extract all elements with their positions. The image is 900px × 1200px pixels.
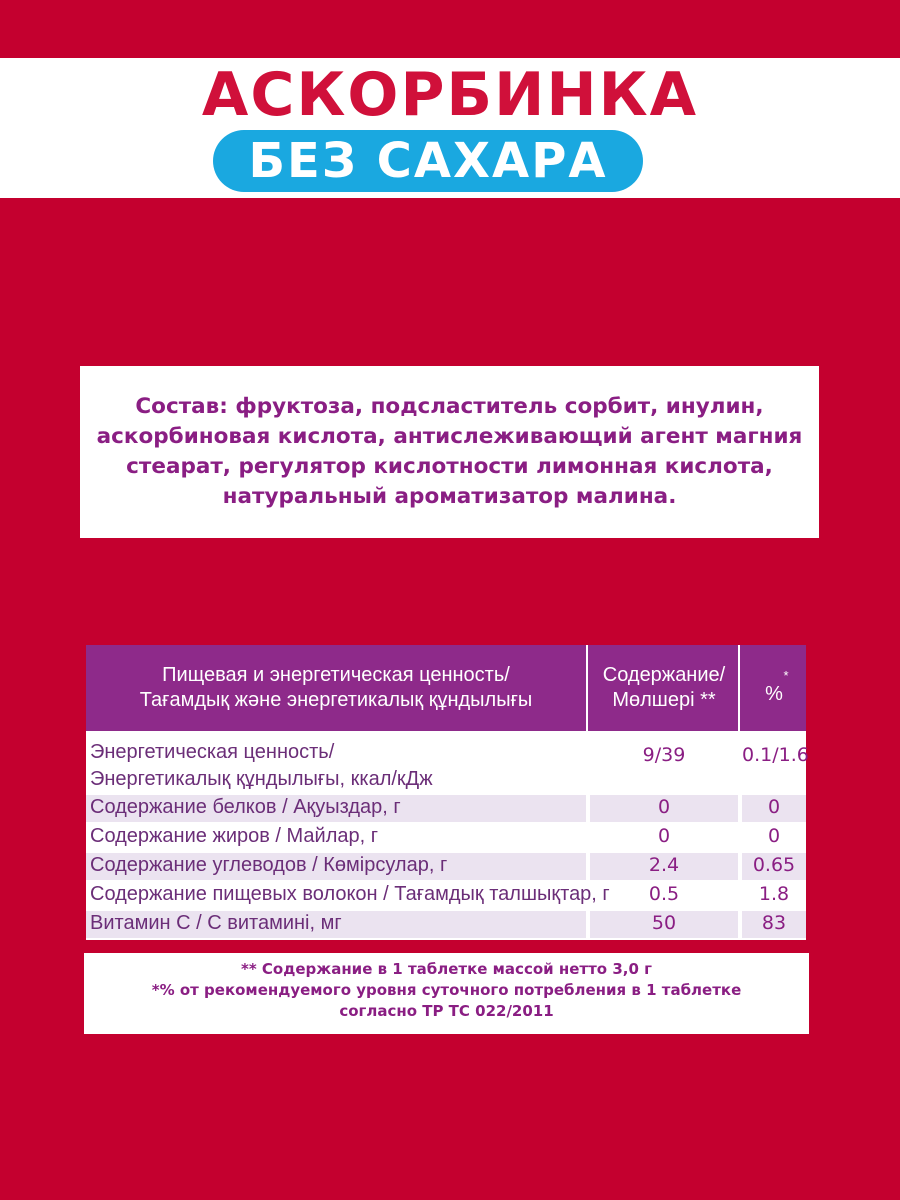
- row-name-line1: Энергетическая ценность/: [90, 741, 335, 763]
- brand-subtitle-pill: [213, 130, 643, 192]
- footnote-line3: согласно ТР ТС 022/2011: [339, 1002, 554, 1020]
- row-name: Содержание белков / Ақуыздар, г: [90, 796, 401, 818]
- nutrition-table: [86, 645, 809, 940]
- header-content-line1: Содержание/: [602, 664, 726, 686]
- table-body: [86, 731, 809, 938]
- row-pct: 83: [761, 912, 787, 934]
- row-content: 0.5: [648, 883, 680, 905]
- brand-title: АСКОРБИНКА: [201, 60, 699, 130]
- row-pct: 1.8: [758, 883, 790, 905]
- brand-subtitle: БЕЗ САХАРА: [248, 133, 608, 189]
- table-row: [86, 731, 809, 793]
- header-pct-star: *: [783, 667, 789, 683]
- header-content-cell: [590, 645, 738, 731]
- row-content: 50: [651, 912, 677, 934]
- row-name-line2: Энергетикалық құндылығы, ккал/кДж: [90, 768, 433, 790]
- row-name: Содержание углеводов / Көмірсулар, г: [90, 854, 448, 876]
- composition-box: [80, 366, 819, 538]
- header-divider: [586, 645, 588, 731]
- row-name: Содержание пищевых волокон / Тағамдық талшықтар, г: [90, 883, 610, 905]
- row-pct: 0: [767, 825, 781, 847]
- row-content: 9/39: [642, 744, 686, 766]
- row-name: Содержание жиров / Майлар, г: [90, 825, 379, 847]
- header-pct-cell: [742, 645, 806, 731]
- table-row: [86, 909, 806, 938]
- table-row: [86, 880, 806, 909]
- header-divider: [738, 645, 740, 731]
- table-row: [86, 851, 806, 880]
- header-pct: %: [765, 682, 783, 705]
- composition-text: Состав: фруктоза, подсластитель сорбит, инулин, аскорбиновая кислота, антислеживающий агент магния стеарат, регулятор кислотности лимонная кислота, натуральный ароматизатор малина.: [96, 394, 803, 509]
- row-content: 0: [657, 796, 671, 818]
- footnote-line1: ** Содержание в 1 таблетке массой нетто 3,0 г: [241, 960, 652, 978]
- row-content: 0: [657, 825, 671, 847]
- header-name-cell: [86, 645, 586, 731]
- header-name-line2: Тағамдық және энергетикалық құндылығы: [139, 689, 533, 711]
- table-row: [86, 822, 806, 851]
- footnote-box: [84, 953, 809, 1034]
- table-header: [86, 645, 806, 731]
- row-pct: 0: [767, 796, 781, 818]
- row-content: 2.4: [648, 854, 680, 876]
- header-content-line2: Мөлшері **: [612, 689, 716, 711]
- row-name: Витамин С / С витамині, мг: [90, 912, 342, 934]
- footnote-line2: *% от рекомендуемого уровня суточного потребления в 1 таблетке: [151, 981, 742, 999]
- row-pct: 0.65: [752, 854, 796, 876]
- header-name-line1: Пищевая и энергетическая ценность/: [162, 664, 510, 686]
- row-pct: 0.1/1.6: [742, 744, 809, 766]
- table-row: [86, 793, 806, 822]
- row-name: [90, 739, 650, 793]
